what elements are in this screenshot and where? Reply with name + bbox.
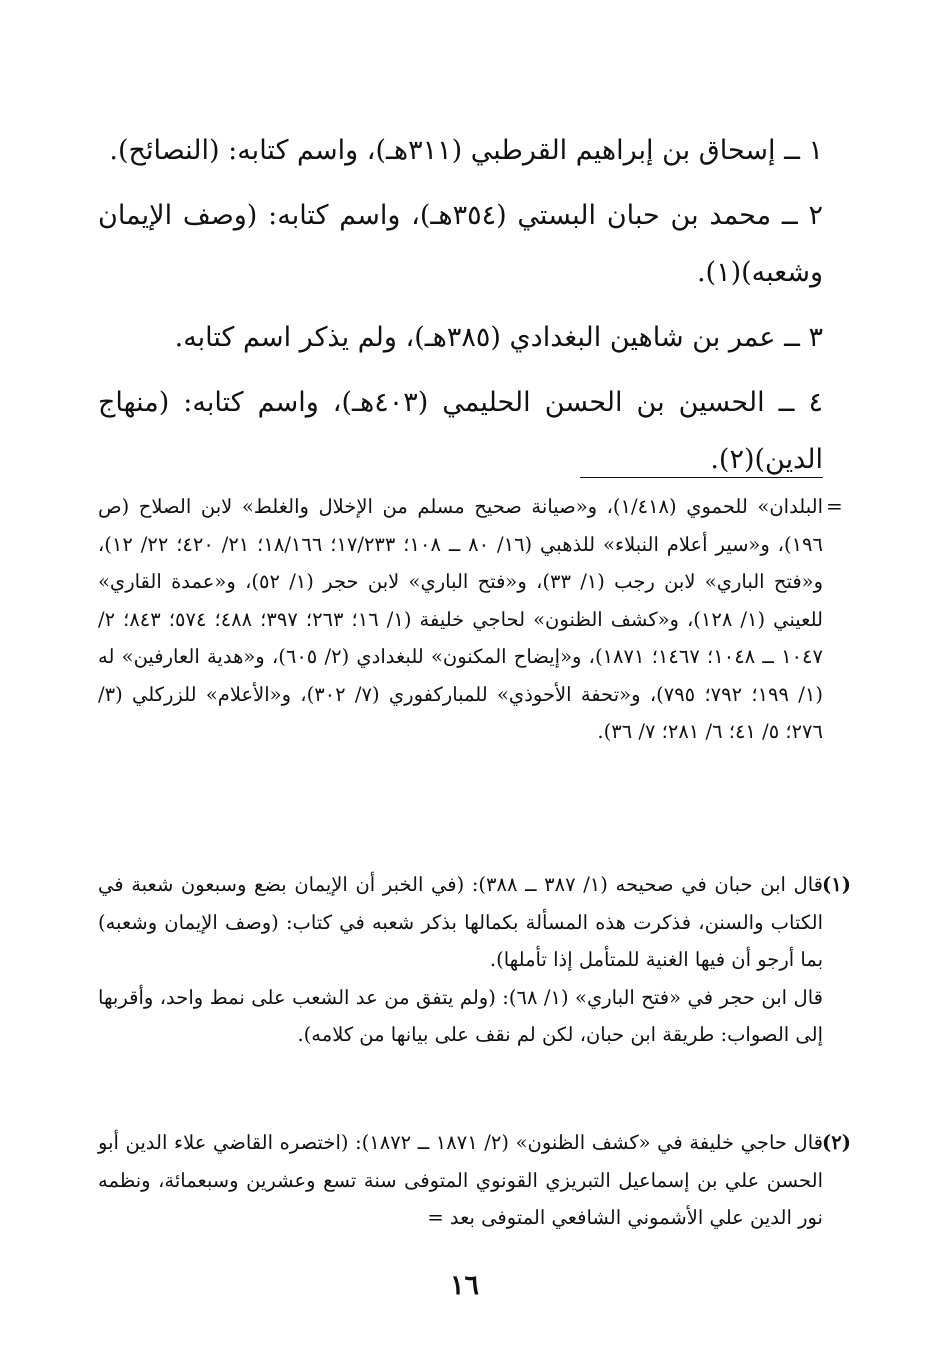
footnote-paragraph: قال ابن حبان في صحيحه (١/ ٣٨٧ ــ ٣٨٨): (في الخبر أن الإيمان بضع وسبعون شعبة في الكتاب والسنن، فذكرت هذه المسألة بكمالها بذكر شعبه في كتاب: (وصف الإيمان وشعبه) بما أرجو أن فيها الغنية للمتأمل إذا تأملها). [98,873,823,971]
main-text [98,122,823,496]
list-item: ١ ــ إسحاق بن إبراهيم القرطبي (٣١١هـ)، واسم كتابه: (النصائح). [109,135,823,166]
footnote-label: (٢) [822,1131,851,1154]
footnote-1 [98,866,851,1054]
list-item: ٤ ــ الحسين بن الحسن الحليمي (٤٠٣هـ)، واسم كتابه: (منهاج الدين)(٢). [98,387,824,475]
list-item: ٣ ــ عمر بن شاهين البغدادي (٣٨٥هـ)، ولم يذكر اسم كتابه. [174,322,823,353]
footnote-separator [580,477,823,478]
footnote-continuation-text: البلدان» للحموي (١/٤١٨)، و«صيانة صحيح مسلم من الإخلال والغلط» لابن الصلاح (ص ١٩٦)، و«سير أعلام النبلاء» للذهبي (١٦/ ٨٠ ــ ١٠٨؛ ١٧/٢٣٣؛ ١٨/١٦٦؛ ٢١/ ٤٢٠؛ ٢٢/ ١٢)، و«فتح الباري» لابن رجب (١/ ٣٣)، و«فتح الباري» لابن حجر (١/ ٥٢)، و«عمدة القاري» للعيني (١/ ١٢٨)، و«كشف الظنون» لحاجي خليفة (١/ ١٦؛ ٢٦٣؛ ٣٩٧؛ ٤٨٨؛ ٥٧٤؛ ٨٤٣؛ ٢/ ١٠٤٧ ــ ١٠٤٨؛ ١٤٦٧؛ ١٨٧١)، و«إيضاح المكنون» للبغدادي (٢/ ٦٠٥)، و«هدية العارفين» له (١/ ١٩٩؛ ٧٩٢؛ ٧٩٥)، و«تحفة الأحوذي» للمباركفوري (٧/ ٣٠٢)، و«الأعلام» للزركلي (٣/ ٢٧٦؛ ٥/ ٤١؛ ٦/ ٢٨١؛ ٧/ ٣٦). [98,495,823,743]
footnote-paragraph: قال حاجي خليفة في «كشف الظنون» (٢/ ١٨٧١ ــ ١٨٧٢): (اختصره القاضي علاء الدين أبو الحسن علي بن إسماعيل التبريزي القونوي المتوفى سنة تسع وعشرين وسبعمائة، ونظمه نور الدين علي الأشموني الشافعي المتوفى بعد = [98,1131,823,1229]
footnote-paragraph: قال ابن حجر في «فتح الباري» (١/ ٦٨): (ولم يتفق من عد الشعب على نمط واحد، وأقربها إلى الصواب: طريقة ابن حبان، لكن لم نقف على بيانها من كلامه). [98,985,823,1046]
footnote-label: (١) [822,873,851,896]
continuation-mark: = [826,494,843,518]
list-item: ٢ ــ محمد بن حبان البستي (٣٥٤هـ)، واسم كتابه: (وصف الإيمان وشعبه)(١). [98,200,823,288]
page-number: ١٦ [449,1270,479,1301]
footnote-continuation [98,488,823,751]
footnote-2 [98,1124,851,1237]
